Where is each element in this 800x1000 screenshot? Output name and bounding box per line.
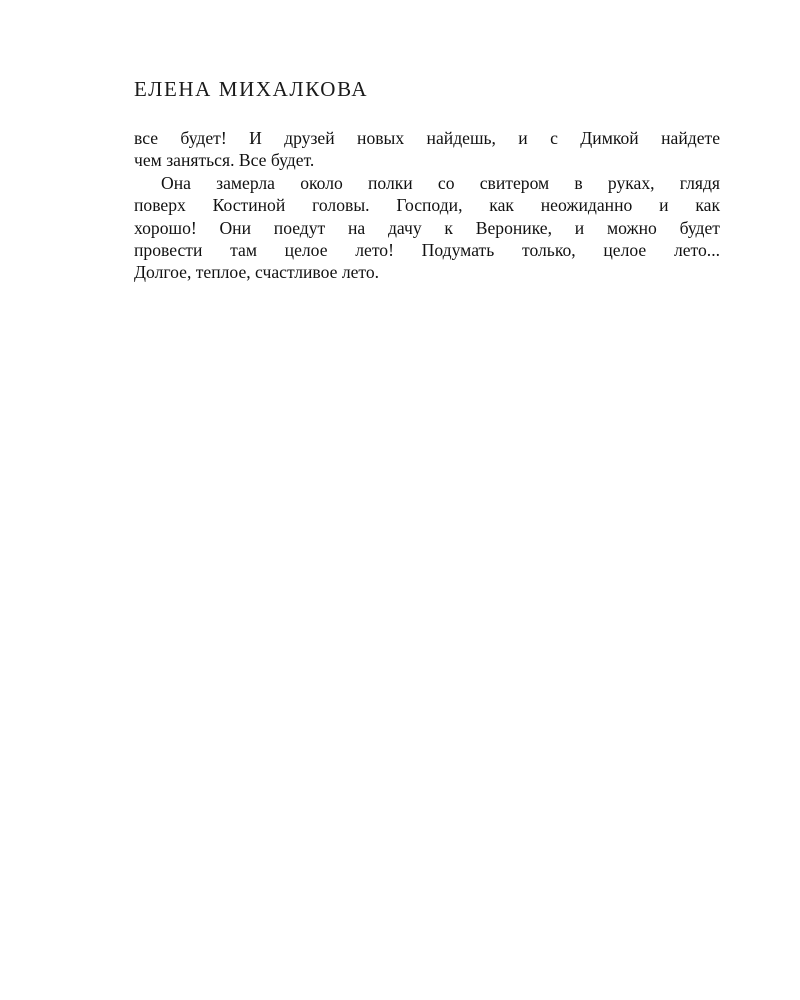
text-line: хорошо! Они поедут на дачу к Веронике, и можно будет: [134, 217, 720, 238]
text-line: все будет! И друзей новых найдешь, и с Димкой найдете: [134, 128, 720, 148]
text-line: поверх Костиной головы. Господи, как неожиданно и как: [134, 195, 720, 216]
paragraph-1: [134, 127, 720, 172]
text-line: Она замерла около полки со свитером в руках, глядя: [161, 172, 720, 193]
body-text: [134, 127, 720, 284]
running-head-author: ЕЛЕНА МИХАЛКОВА: [134, 77, 369, 101]
text-line: Долгое, теплое, счастливое лето.: [134, 262, 380, 283]
text-line: провести там целое лето! Подумать только, целое лето...: [134, 239, 720, 260]
paragraph-2: [134, 172, 720, 284]
text-line: чем заняться. Все будет.: [134, 150, 315, 171]
